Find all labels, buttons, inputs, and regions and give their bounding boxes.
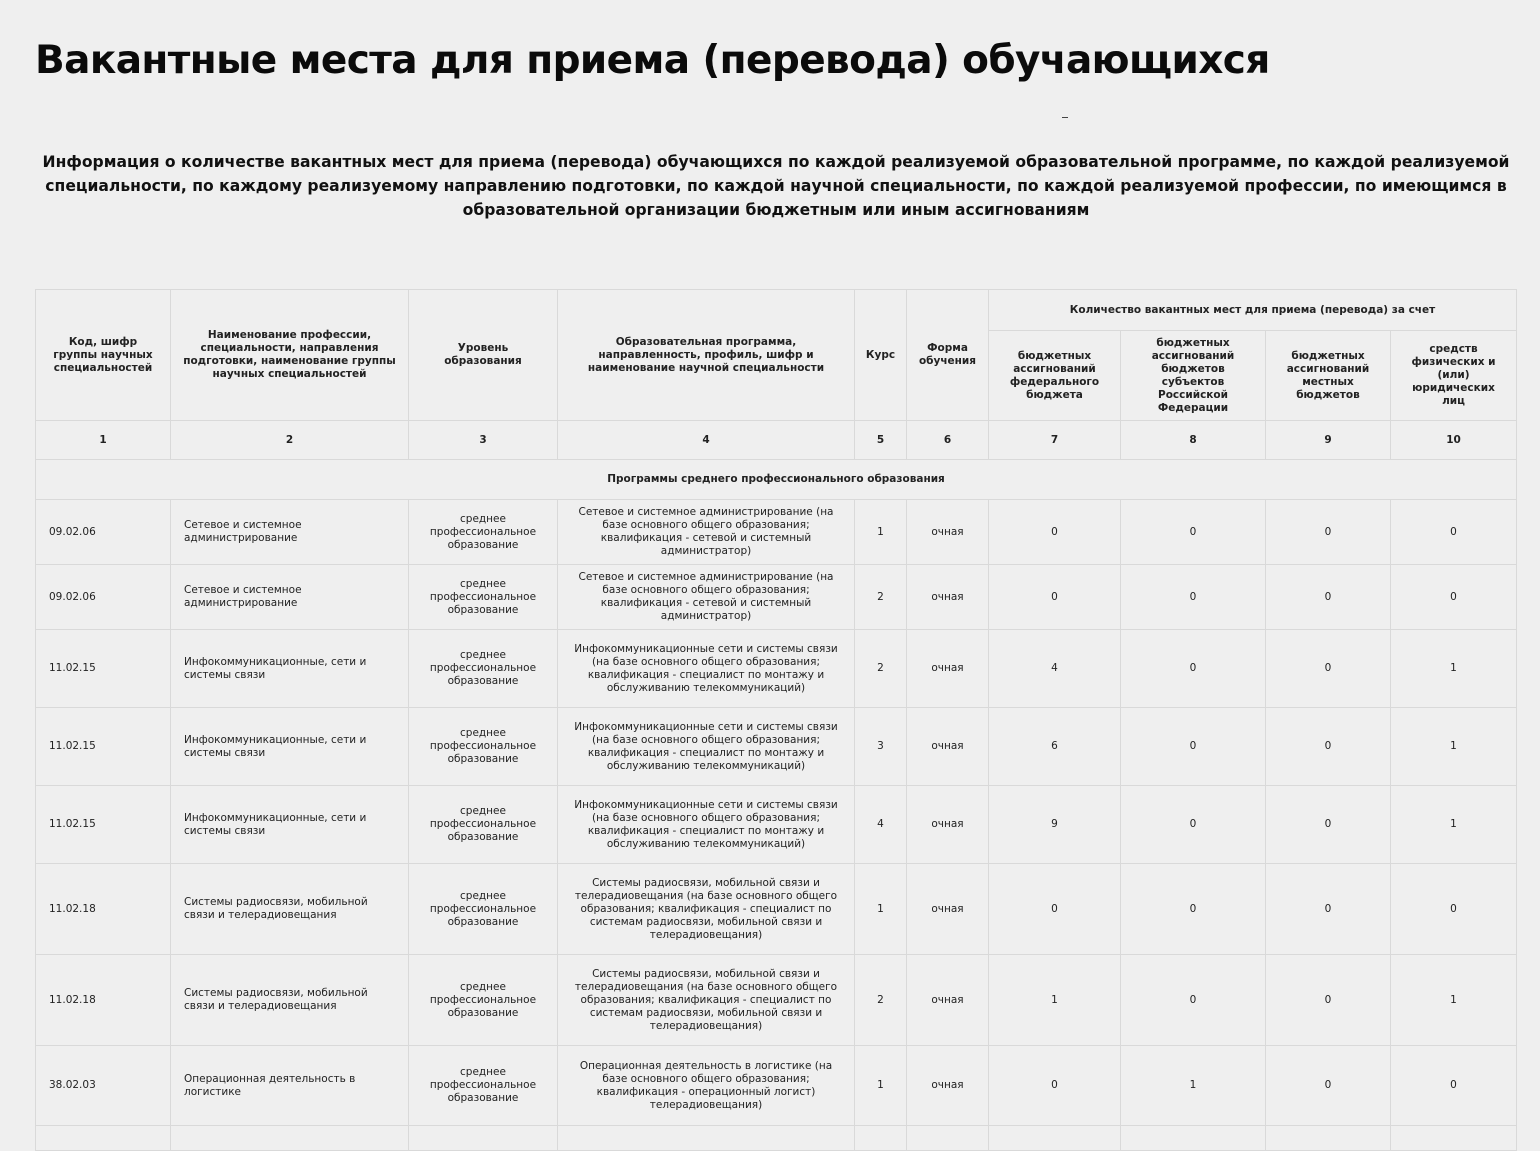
cell-private: 1: [1391, 708, 1517, 786]
cell-code: 11.02.15: [36, 708, 171, 786]
header-program: Образовательная программа, направленность, профиль, шифр и наименование научной специальности: [558, 290, 855, 421]
cell-form: очная: [907, 1046, 989, 1126]
cell-local: 0: [1266, 565, 1391, 630]
header-regional: бюджетных ассигнований бюджетов субъектов Российской Федерации: [1121, 331, 1266, 421]
table-row: [36, 786, 1517, 864]
cell-local: 0: [1266, 708, 1391, 786]
cell-form: очная: [907, 864, 989, 955]
vacancies-table: [35, 289, 1517, 1151]
column-number: 4: [558, 421, 855, 460]
cell-code: 09.02.06: [36, 500, 171, 565]
empty-cell: [855, 1126, 907, 1151]
cell-federal: 9: [989, 786, 1121, 864]
divider: [1062, 117, 1068, 118]
cell-private: 1: [1391, 786, 1517, 864]
cell-code: 11.02.15: [36, 786, 171, 864]
cell-level: среднее профессиональное образование: [409, 708, 558, 786]
header-federal: бюджетных ассигнований федерального бюджета: [989, 331, 1121, 421]
cell-federal: 0: [989, 500, 1121, 565]
cell-level: среднее профессиональное образование: [409, 500, 558, 565]
cell-program: Операционная деятельность в логистике (на базе основного общего образования; квалификация - операционный логист) телерадиовещания): [558, 1046, 855, 1126]
cell-name: Операционная деятельность в логистике: [171, 1046, 409, 1126]
cell-program: Системы радиосвязи, мобильной связи и телерадиовещания (на базе основного общего образования; квалификация - специалист по системам радиосвязи, мобильной связи и телерадиовещания): [558, 955, 855, 1046]
cell-name: Инфокоммуникационные, сети и системы связи: [171, 708, 409, 786]
empty-cell: [907, 1126, 989, 1151]
cell-federal: 0: [989, 864, 1121, 955]
header-level: Уровень образования: [409, 290, 558, 421]
cell-level: среднее профессиональное образование: [409, 630, 558, 708]
cell-course: 2: [855, 955, 907, 1046]
table-row: [36, 955, 1517, 1046]
cell-form: очная: [907, 630, 989, 708]
empty-cell: [1391, 1126, 1517, 1151]
cell-private: 1: [1391, 955, 1517, 1046]
cell-form: очная: [907, 955, 989, 1046]
column-number: 3: [409, 421, 558, 460]
cell-local: 0: [1266, 1046, 1391, 1126]
cell-code: 09.02.06: [36, 565, 171, 630]
cell-course: 1: [855, 1046, 907, 1126]
table-row: [36, 1046, 1517, 1126]
empty-cell: [989, 1126, 1121, 1151]
cell-name: Инфокоммуникационные, сети и системы связи: [171, 630, 409, 708]
table-row: [36, 864, 1517, 955]
cell-course: 2: [855, 565, 907, 630]
cell-course: 1: [855, 500, 907, 565]
cell-name: Системы радиосвязи, мобильной связи и телерадиовещания: [171, 864, 409, 955]
section-heading: Программы среднего профессионального образования: [36, 460, 1517, 500]
cell-regional: 0: [1121, 708, 1266, 786]
column-number: 2: [171, 421, 409, 460]
empty-cell: [409, 1126, 558, 1151]
cell-code: 11.02.18: [36, 864, 171, 955]
cell-code: 11.02.18: [36, 955, 171, 1046]
cell-code: 38.02.03: [36, 1046, 171, 1126]
empty-cell: [558, 1126, 855, 1151]
cell-private: 0: [1391, 864, 1517, 955]
column-number: 5: [855, 421, 907, 460]
cell-course: 1: [855, 864, 907, 955]
cell-private: 0: [1391, 565, 1517, 630]
cell-level: среднее профессиональное образование: [409, 565, 558, 630]
cell-regional: 0: [1121, 955, 1266, 1046]
cell-level: среднее профессиональное образование: [409, 1046, 558, 1126]
cell-program: Системы радиосвязи, мобильной связи и телерадиовещания (на базе основного общего образования; квалификация - специалист по системам радиосвязи, мобильной связи и телерадиовещания): [558, 864, 855, 955]
cell-federal: 0: [989, 565, 1121, 630]
cell-program: Сетевое и системное администрирование (на базе основного общего образования; квалификация - сетевой и системный администратор): [558, 565, 855, 630]
table-row: [36, 630, 1517, 708]
empty-cell: [1266, 1126, 1391, 1151]
cell-form: очная: [907, 565, 989, 630]
cell-level: среднее профессиональное образование: [409, 786, 558, 864]
cell-course: 4: [855, 786, 907, 864]
cell-level: среднее профессиональное образование: [409, 864, 558, 955]
header-name: Наименование профессии, специальности, направления подготовки, наименование группы научных специальностей: [171, 290, 409, 421]
header-private: средств физических и (или) юридических лиц: [1391, 331, 1517, 421]
cell-form: очная: [907, 708, 989, 786]
cell-course: 3: [855, 708, 907, 786]
column-number: 9: [1266, 421, 1391, 460]
header-code: Код, шифр группы научных специальностей: [36, 290, 171, 421]
cell-code: 11.02.15: [36, 630, 171, 708]
cell-regional: 0: [1121, 500, 1266, 565]
column-number: 7: [989, 421, 1121, 460]
cell-local: 0: [1266, 955, 1391, 1046]
cell-federal: 0: [989, 1046, 1121, 1126]
cell-local: 0: [1266, 500, 1391, 565]
cell-federal: 1: [989, 955, 1121, 1046]
cell-local: 0: [1266, 786, 1391, 864]
cell-name: Системы радиосвязи, мобильной связи и телерадиовещания: [171, 955, 409, 1046]
page-title: Вакантные места для приема (перевода) обучающихся: [35, 38, 1270, 83]
cell-private: 0: [1391, 1046, 1517, 1126]
header-local: бюджетных ассигнований местных бюджетов: [1266, 331, 1391, 421]
cell-regional: 0: [1121, 565, 1266, 630]
cell-program: Сетевое и системное администрирование (на базе основного общего образования; квалификация - сетевой и системный администратор): [558, 500, 855, 565]
empty-cell: [36, 1126, 171, 1151]
cell-regional: 0: [1121, 630, 1266, 708]
cell-level: среднее профессиональное образование: [409, 955, 558, 1046]
cell-name: Сетевое и системное администрирование: [171, 565, 409, 630]
empty-cell: [1121, 1126, 1266, 1151]
cell-form: очная: [907, 500, 989, 565]
column-number: 10: [1391, 421, 1517, 460]
cell-name: Инфокоммуникационные, сети и системы связи: [171, 786, 409, 864]
cell-regional: 0: [1121, 786, 1266, 864]
cell-local: 0: [1266, 864, 1391, 955]
cell-program: Инфокоммуникационные сети и системы связи (на базе основного общего образования; квалификация - специалист по монтажу и обслуживанию телекоммуникаций): [558, 630, 855, 708]
cell-course: 2: [855, 630, 907, 708]
cell-federal: 6: [989, 708, 1121, 786]
header-vacancies-group: Количество вакантных мест для приема (перевода) за счет: [989, 290, 1517, 331]
cell-private: 1: [1391, 630, 1517, 708]
column-number: 8: [1121, 421, 1266, 460]
cell-name: Сетевое и системное администрирование: [171, 500, 409, 565]
cell-federal: 4: [989, 630, 1121, 708]
table-row: [36, 565, 1517, 630]
cell-form: очная: [907, 786, 989, 864]
info-paragraph: Информация о количестве вакантных мест для приема (перевода) обучающихся по каждой реализуемой образовательной программе, по каждой реализуемой специальности, по каждому реализуемому направлению подготовки, по каждой научной специальности, по каждой реализуемой профессии, по имеющимся в образовательной организации бюджетным или иным ассигнованиям: [42, 153, 1510, 219]
cell-program: Инфокоммуникационные сети и системы связи (на базе основного общего образования; квалификация - специалист по монтажу и обслуживанию телекоммуникаций): [558, 786, 855, 864]
header-form: Форма обучения: [907, 290, 989, 421]
empty-cell: [171, 1126, 409, 1151]
cell-regional: 1: [1121, 1046, 1266, 1126]
column-number: 1: [36, 421, 171, 460]
cell-regional: 0: [1121, 864, 1266, 955]
cell-private: 0: [1391, 500, 1517, 565]
cell-program: Инфокоммуникационные сети и системы связи (на базе основного общего образования; квалификация - специалист по монтажу и обслуживанию телекоммуникаций): [558, 708, 855, 786]
cell-local: 0: [1266, 630, 1391, 708]
header-course: Курс: [855, 290, 907, 421]
table-row: [36, 1126, 1517, 1151]
column-number: 6: [907, 421, 989, 460]
table-row: [36, 708, 1517, 786]
table-row: [36, 500, 1517, 565]
